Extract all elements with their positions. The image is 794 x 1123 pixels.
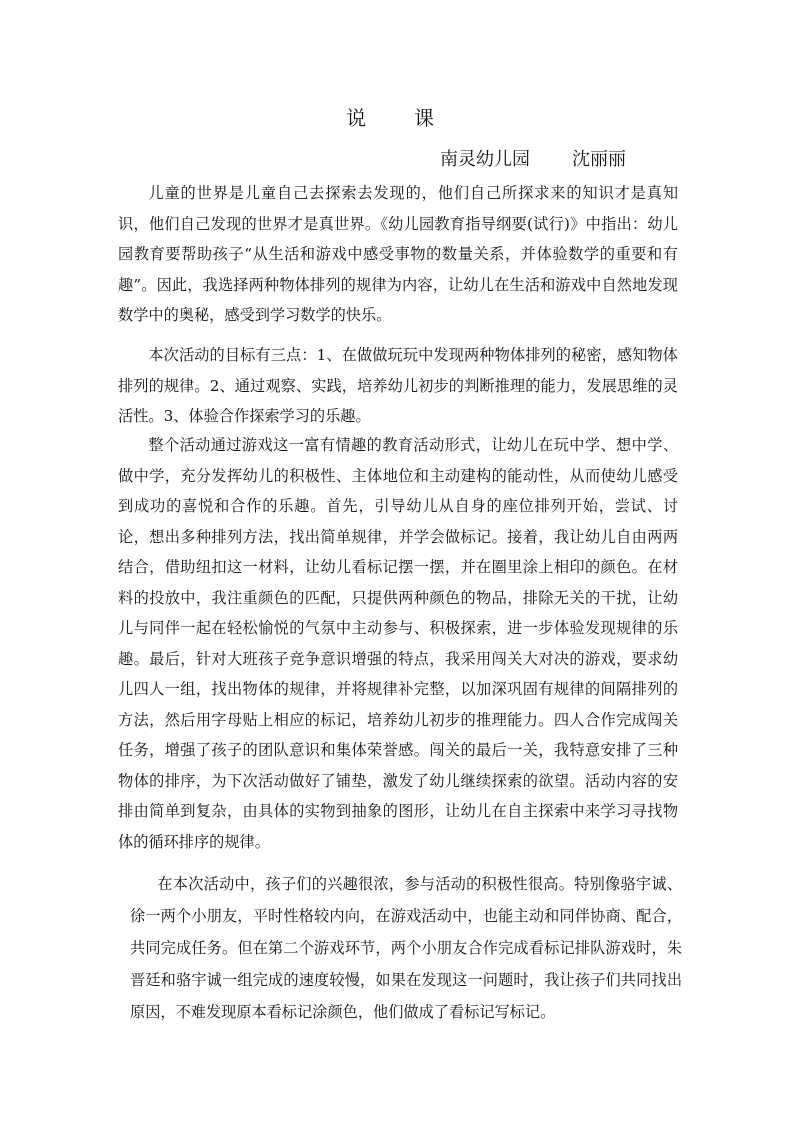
paragraph-goals: 本次活动的目标有三点：1、在做做玩玩中发现两种物体排列的秘密，感知物体排列的规律。2、通过观察、实践，培养幼儿初步的判断推理的能力，发展思维的灵活性。3、体验合作探索学习的乐趣。 — [118, 346, 678, 425]
paragraph-process: 整个活动通过游戏这一富有情趣的教育活动形式，让幼儿在玩中学、想中学、做中学，充分发挥幼儿的积极性、主体地位和主动建构的能动性，从而使幼儿感受到成功的喜悦和合作的乐趣。首先，引导幼儿从自身的座位排列开始，尝试、讨论，想出多种排列方法，找出简单规律，并学会做标记。接着，我让幼儿自由两两结合，借助纽扣这一材料，让幼儿看标记摆一摆，并在圈里涂上相印的颜色。在材料的投放中，我注重颜色的匹配，只提供两种颜色的物品，排除无关的干扰，让幼儿与同伴一起在轻松愉悦的气氛中主动参与、积极探索，进一步体验发现规律的乐趣。最后，针对大班孩子竞争意识增强的特点，我采用闯关大对决的游戏，要求幼儿四人一组，找出物体的规律，并将规律补完整，以加深巩固有规律的间隔排列的方法，然后用字母贴上相应的标记，培养幼儿初步的推理能力。四人合作完成闯关任务，增强了孩子的团队意识和集体荣誉感。闯关的最后一关，我特意安排了三种物体的排序，为下次活动做好了铺垫，激发了幼儿继续探索的欲望。活动内容的安排由简单到复杂，由具体的实物到抽象的图形，让幼儿在自主探索中来学习寻找物体的循环排序的规律。 — [118, 436, 678, 851]
paragraph-reflection: 在本次活动中，孩子们的兴趣很浓，参与活动的积极性很高。特别像骆宇诚、徐一两个小朋友，平时性格较内向，在游戏活动中，也能主动和同伴协商、配合，共同完成任务。但在第二个游戏环节，两个小朋友合作完成看标记排队游戏时，朱晋廷和骆宇诚一组完成的速度较慢，如果在发现这一问题时，我让孩子们共同找出原因，不难发现原本看标记涂颜色，他们做成了看标记写标记。 — [130, 875, 682, 1021]
paragraph-intro: 儿童的世界是儿童自己去探索去发现的，他们自己所探求来的知识才是真知识，他们自己发现的世界才是真世界。《幼儿园教育指导纲要(试行)》中指出：幼儿园教育要帮助孩子“从生活和游戏中感受事物的数量关系，并体验数学的重要和有趣”。因此，我选择两种物体排列的规律为内容，让幼儿在生活和游戏中自然地发现数学中的奥秘，感受到学习数学的快乐。 — [118, 184, 678, 324]
author-line — [440, 148, 626, 172]
author-school: 南灵幼儿园 — [440, 149, 530, 170]
document-title: 说 课 — [346, 106, 448, 130]
author-name: 沈丽丽 — [572, 149, 626, 170]
